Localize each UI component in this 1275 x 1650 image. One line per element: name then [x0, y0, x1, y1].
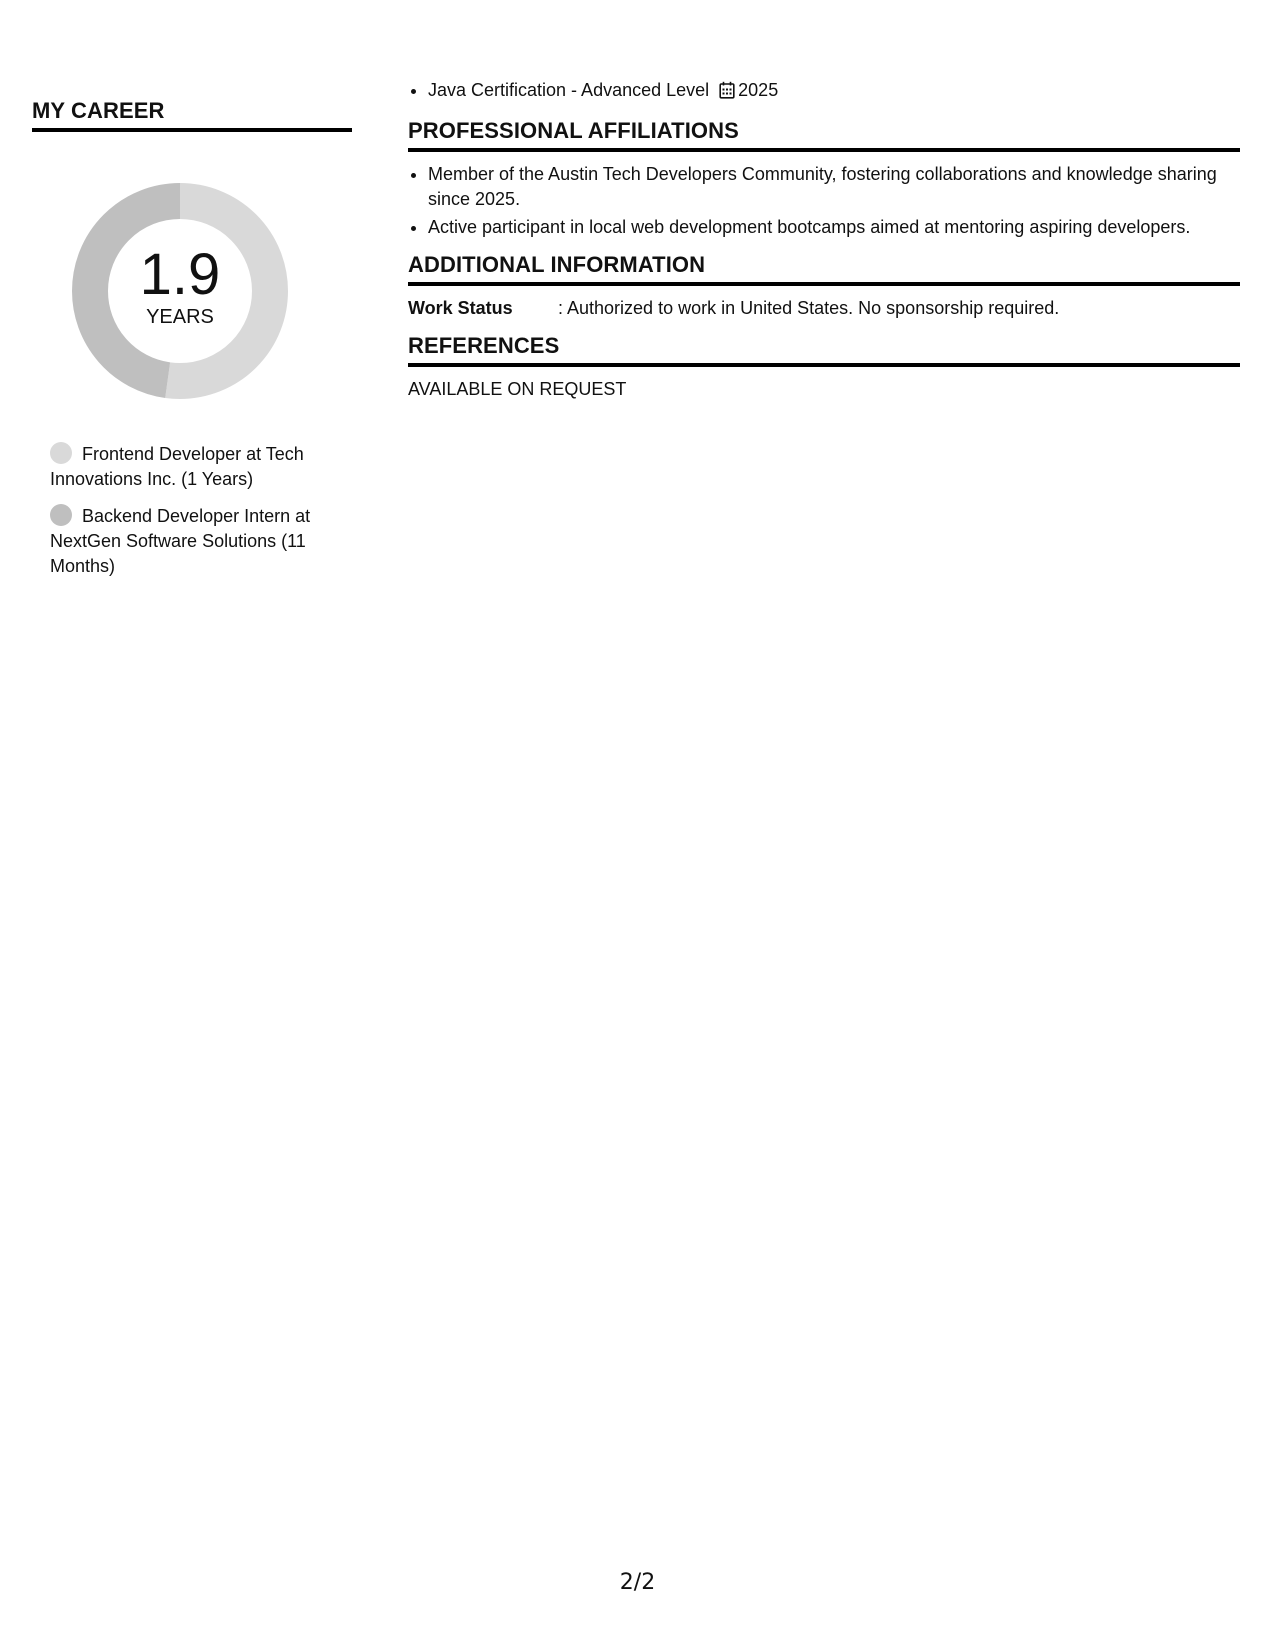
- career-title: MY CAREER: [32, 98, 352, 132]
- page-number: 2/2: [619, 1570, 656, 1595]
- certification-list: [408, 78, 1240, 106]
- certification-year: 2025: [738, 80, 779, 100]
- career-sidebar: [32, 98, 352, 591]
- career-legend-item: [50, 442, 352, 492]
- references-title: REFERENCES: [408, 333, 1240, 367]
- work-status-label: Work Status: [408, 298, 513, 318]
- career-legend: [32, 442, 352, 579]
- career-total-unit: YEARS: [146, 305, 214, 328]
- certification-item: [428, 78, 1240, 106]
- calendar-icon: [719, 81, 735, 106]
- affiliations-title: PROFESSIONAL AFFILIATIONS: [408, 118, 1240, 152]
- legend-dot-icon: [50, 442, 72, 464]
- references-text: AVAILABLE ON REQUEST: [408, 379, 627, 399]
- affiliations-section: [408, 118, 1240, 240]
- references-section: [408, 333, 1240, 402]
- career-legend-item: [50, 504, 352, 579]
- main-content: [408, 78, 1240, 402]
- career-donut-center: [65, 176, 295, 406]
- career-total-value: 1.9: [139, 241, 221, 307]
- additional-info-title: ADDITIONAL INFORMATION: [408, 252, 1240, 286]
- affiliation-item: • Active participant in local web development bootcamps aimed at mentoring aspiring developers.: [428, 215, 1240, 240]
- additional-info-section: [408, 252, 1240, 321]
- certification-name: Java Certification - Advanced Level: [428, 80, 710, 100]
- legend-dot-icon: [50, 504, 72, 526]
- career-donut-chart: [65, 176, 295, 406]
- career-legend-label: Frontend Developer at Tech Innovations Inc. (1 Years): [50, 444, 304, 489]
- affiliation-item: • Member of the Austin Tech Developers Community, fostering collaborations and knowledge sharing since 2025.: [428, 162, 1240, 212]
- career-legend-label: Backend Developer Intern at NextGen Software Solutions (11 Months): [50, 506, 311, 576]
- affiliations-list: [408, 162, 1240, 240]
- work-status-value: : Authorized to work in United States. No sponsorship required.: [558, 298, 1060, 318]
- work-status-row: [408, 296, 1240, 321]
